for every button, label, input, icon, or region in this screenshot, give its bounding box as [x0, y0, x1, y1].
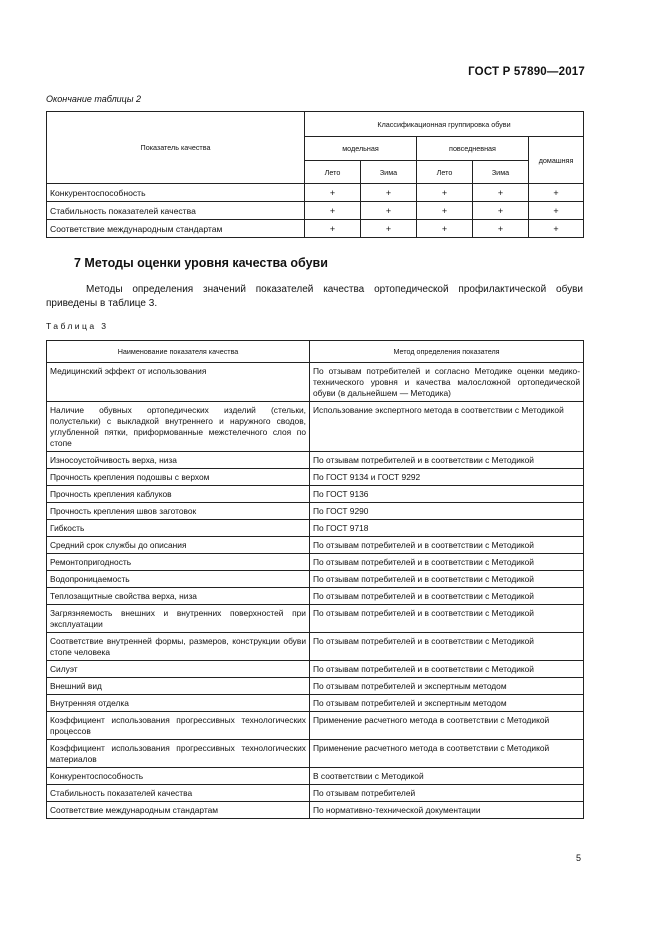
- mark: +: [361, 220, 417, 238]
- mark: +: [361, 184, 417, 202]
- indicator-name: Внешний вид: [47, 678, 310, 695]
- table2: [46, 111, 584, 238]
- indicator-method: По отзывам потребителей и экспертным методом: [310, 678, 584, 695]
- season-winter: Зима: [361, 161, 417, 184]
- indicator-method: По отзывам потребителей и в соответствии с Методикой: [310, 571, 584, 588]
- table-row: [47, 633, 584, 661]
- indicator-method: По отзывам потребителей и в соответствии с Методикой: [310, 537, 584, 554]
- mark: +: [473, 220, 529, 238]
- mark: +: [417, 202, 473, 220]
- indicator-name: Коэффициент использования прогрессивных технологических процессов: [47, 712, 310, 740]
- indicator-name: Средний срок службы до описания: [47, 537, 310, 554]
- table3: [46, 340, 584, 819]
- standard-header: ГОСТ Р 57890—2017: [468, 66, 585, 78]
- table-row: [47, 712, 584, 740]
- table-row: [47, 571, 584, 588]
- table-row: [47, 740, 584, 768]
- mark: +: [529, 202, 584, 220]
- indicator-method: По ГОСТ 9290: [310, 503, 584, 520]
- mark: +: [417, 184, 473, 202]
- indicator-method: По отзывам потребителей и в соответствии с Методикой: [310, 633, 584, 661]
- table-row: [47, 537, 584, 554]
- indicator-method: Применение расчетного метода в соответствии с Методикой: [310, 740, 584, 768]
- indicator-name: Загрязняемость внешних и внутренних поверхностей при эксплуатации: [47, 605, 310, 633]
- table-row: [47, 785, 584, 802]
- indicator-name: Водопроницаемость: [47, 571, 310, 588]
- sub-home: домашняя: [529, 137, 584, 184]
- row-label: Конкурентоспособность: [47, 184, 305, 202]
- mark: +: [473, 202, 529, 220]
- season-winter: Зима: [473, 161, 529, 184]
- table3-caption: Таблица 3: [46, 321, 109, 331]
- mark: +: [473, 184, 529, 202]
- indicator-name: Наличие обувных ортопедических изделий (стельки, полустельки) с выкладкой внутреннего и наружного сводов, углубленной пятки, приформованные межстелечного слоя по стопе: [47, 402, 310, 452]
- body-paragraph: Методы определения значений показателей качества ортопедической профилактической обуви приведены в таблице 3.: [46, 284, 583, 309]
- mark: +: [305, 184, 361, 202]
- table-row: [47, 678, 584, 695]
- table-row: [47, 503, 584, 520]
- table-row: [47, 469, 584, 486]
- table-row: [47, 802, 584, 819]
- season-summer: Лето: [305, 161, 361, 184]
- table-row: [47, 202, 584, 220]
- season-summer: Лето: [417, 161, 473, 184]
- indicator-name: Прочность крепления подошвы с верхом: [47, 469, 310, 486]
- indicator-method: По отзывам потребителей и в соответствии с Методикой: [310, 588, 584, 605]
- indicator-method: По ГОСТ 9134 и ГОСТ 9292: [310, 469, 584, 486]
- table-row: [47, 520, 584, 537]
- indicator-method: Применение расчетного метода в соответствии с Методикой: [310, 712, 584, 740]
- table-row: [47, 554, 584, 571]
- table-row: [47, 768, 584, 785]
- indicator-method: По нормативно-технической документации: [310, 802, 584, 819]
- mark: +: [529, 220, 584, 238]
- table-row: [47, 588, 584, 605]
- indicator-method: В соответствии с Методикой: [310, 768, 584, 785]
- sub-casual: повседневная: [417, 137, 529, 161]
- mark: +: [529, 184, 584, 202]
- indicator-name: Внутренняя отделка: [47, 695, 310, 712]
- mark: +: [417, 220, 473, 238]
- indicator-name: Силуэт: [47, 661, 310, 678]
- indicator-method: Использование экспертного метода в соответствии с Методикой: [310, 402, 584, 452]
- mark: +: [361, 202, 417, 220]
- indicator-name: Коэффициент использования прогрессивных технологических материалов: [47, 740, 310, 768]
- col-indicator: Показатель качества: [47, 112, 305, 184]
- col-name: Наименование показателя качества: [47, 341, 310, 363]
- row-label: Соответствие международным стандартам: [47, 220, 305, 238]
- table-row: [47, 402, 584, 452]
- indicator-name: Прочность крепления каблуков: [47, 486, 310, 503]
- indicator-name: Медицинский эффект от использования: [47, 363, 310, 402]
- table2-caption: Окончание таблицы 2: [46, 94, 141, 104]
- table-row: [47, 605, 584, 633]
- indicator-method: По отзывам потребителей и согласно Методике оценки медико-технического уровня и качества малосложной ортопедической обуви (в дальнейшем — Методика): [310, 363, 584, 402]
- indicator-method: По ГОСТ 9136: [310, 486, 584, 503]
- indicator-name: Соответствие внутренней формы, размеров, конструкции обуви стопе человека: [47, 633, 310, 661]
- table-row: [47, 695, 584, 712]
- indicator-method: По отзывам потребителей и в соответствии с Методикой: [310, 554, 584, 571]
- table-row: [47, 220, 584, 238]
- indicator-name: Соответствие международным стандартам: [47, 802, 310, 819]
- table-row: [47, 486, 584, 503]
- mark: +: [305, 220, 361, 238]
- indicator-method: По отзывам потребителей и в соответствии с Методикой: [310, 452, 584, 469]
- indicator-method: По отзывам потребителей и в соответствии с Методикой: [310, 661, 584, 678]
- table-row: [47, 363, 584, 402]
- indicator-name: Ремонтопригодность: [47, 554, 310, 571]
- table-row: [47, 452, 584, 469]
- col-method: Метод определения показателя: [310, 341, 584, 363]
- table3-body: [47, 363, 584, 819]
- indicator-name: Гибкость: [47, 520, 310, 537]
- row-label: Стабильность показателей качества: [47, 202, 305, 220]
- sub-model: модельная: [305, 137, 417, 161]
- indicator-method: По отзывам потребителей и экспертным методом: [310, 695, 584, 712]
- indicator-name: Теплозащитные свойства верха, низа: [47, 588, 310, 605]
- indicator-name: Износоустойчивость верха, низа: [47, 452, 310, 469]
- col-group: Классификационная группировка обуви: [305, 112, 584, 137]
- mark: +: [305, 202, 361, 220]
- indicator-method: По отзывам потребителей и в соответствии с Методикой: [310, 605, 584, 633]
- indicator-method: По ГОСТ 9718: [310, 520, 584, 537]
- table-row: [47, 661, 584, 678]
- indicator-name: Конкурентоспособность: [47, 768, 310, 785]
- section-title: 7 Методы оценки уровня качества обуви: [74, 256, 328, 270]
- indicator-method: По отзывам потребителей: [310, 785, 584, 802]
- page-number: 5: [575, 853, 581, 863]
- indicator-name: Стабильность показателей качества: [47, 785, 310, 802]
- table-row: [47, 184, 584, 202]
- indicator-name: Прочность крепления швов заготовок: [47, 503, 310, 520]
